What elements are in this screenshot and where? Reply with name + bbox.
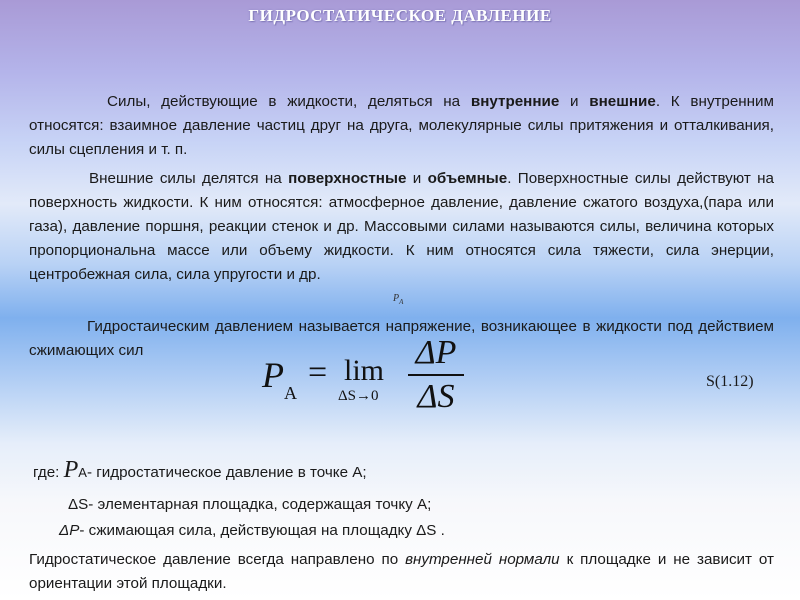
text: Гидростатическое давление всегда направлено по [29, 551, 406, 568]
term-surface: поверхностные [288, 170, 407, 187]
fraction-bar [408, 374, 464, 376]
paragraph-surface-volume-forces [29, 167, 774, 287]
formula-lhs: $P_A$ [262, 355, 297, 404]
fraction-numerator: ΔP [415, 334, 457, 371]
paragraph-normal-direction [29, 548, 774, 596]
slide-title: ГИДРОСТАТИЧЕСКОЕ ДАВЛЕНИЕ [248, 6, 552, 25]
fraction-denominator: ΔS [417, 378, 455, 415]
term-inner-normal: внутренней нормали [405, 551, 560, 568]
text: . К внутренним относятся: взаимное давление частиц друг на друга, молекулярные силы притяжения и отталкивания, силы сцепления и т. п. [29, 93, 774, 158]
term-external: внешние [589, 93, 656, 110]
text: Внешние силы делятся на [89, 170, 289, 187]
term-internal: внутренние [470, 93, 560, 110]
text: к площадке и не зависит от ориентации этой площадки. [29, 551, 774, 592]
equation-number: S(1.12) [706, 373, 754, 390]
definition-delta-s: ΔS- элементарная площадка, содержащая точку А; [68, 496, 432, 513]
text: и [559, 93, 590, 110]
text: Гидростаическим давлением называется напряжение, возникающее в жидкости под действием сжимающих сил [29, 318, 774, 359]
formula-equals: = [308, 354, 328, 391]
text: Силы, действующие в жидкости, деляться на [107, 93, 471, 110]
formula-lim-subscript: ΔS→0 [338, 388, 379, 404]
small-pa-symbol: $P_A$ [393, 293, 404, 306]
formula-lim: lim [344, 354, 385, 387]
pressure-formula [262, 336, 482, 416]
term-volume: объемные [427, 170, 508, 187]
definition-delta-p: ΔP- сжимающая сила, действующая на площадку ΔS . [59, 522, 445, 539]
text: и [406, 170, 428, 187]
paragraph-internal-external-forces [29, 90, 774, 162]
formula-fraction [408, 334, 464, 416]
text: . Поверхностные силы действуют на поверхность жидкости. К ним относятся: атмосферное давление, давление сжатого воздуха,(пара или газа), давление поршня, реакции стенок и др. Массовыми силами называются силы, величина которых пропорциональна массе или объему жидкости. К ним относятся сила тяжести, сила энерции, центробежная сила, сила упругости и др. [29, 170, 774, 283]
definition-pa: где: PA- гидростатическое давление в точке А; [33, 457, 367, 483]
